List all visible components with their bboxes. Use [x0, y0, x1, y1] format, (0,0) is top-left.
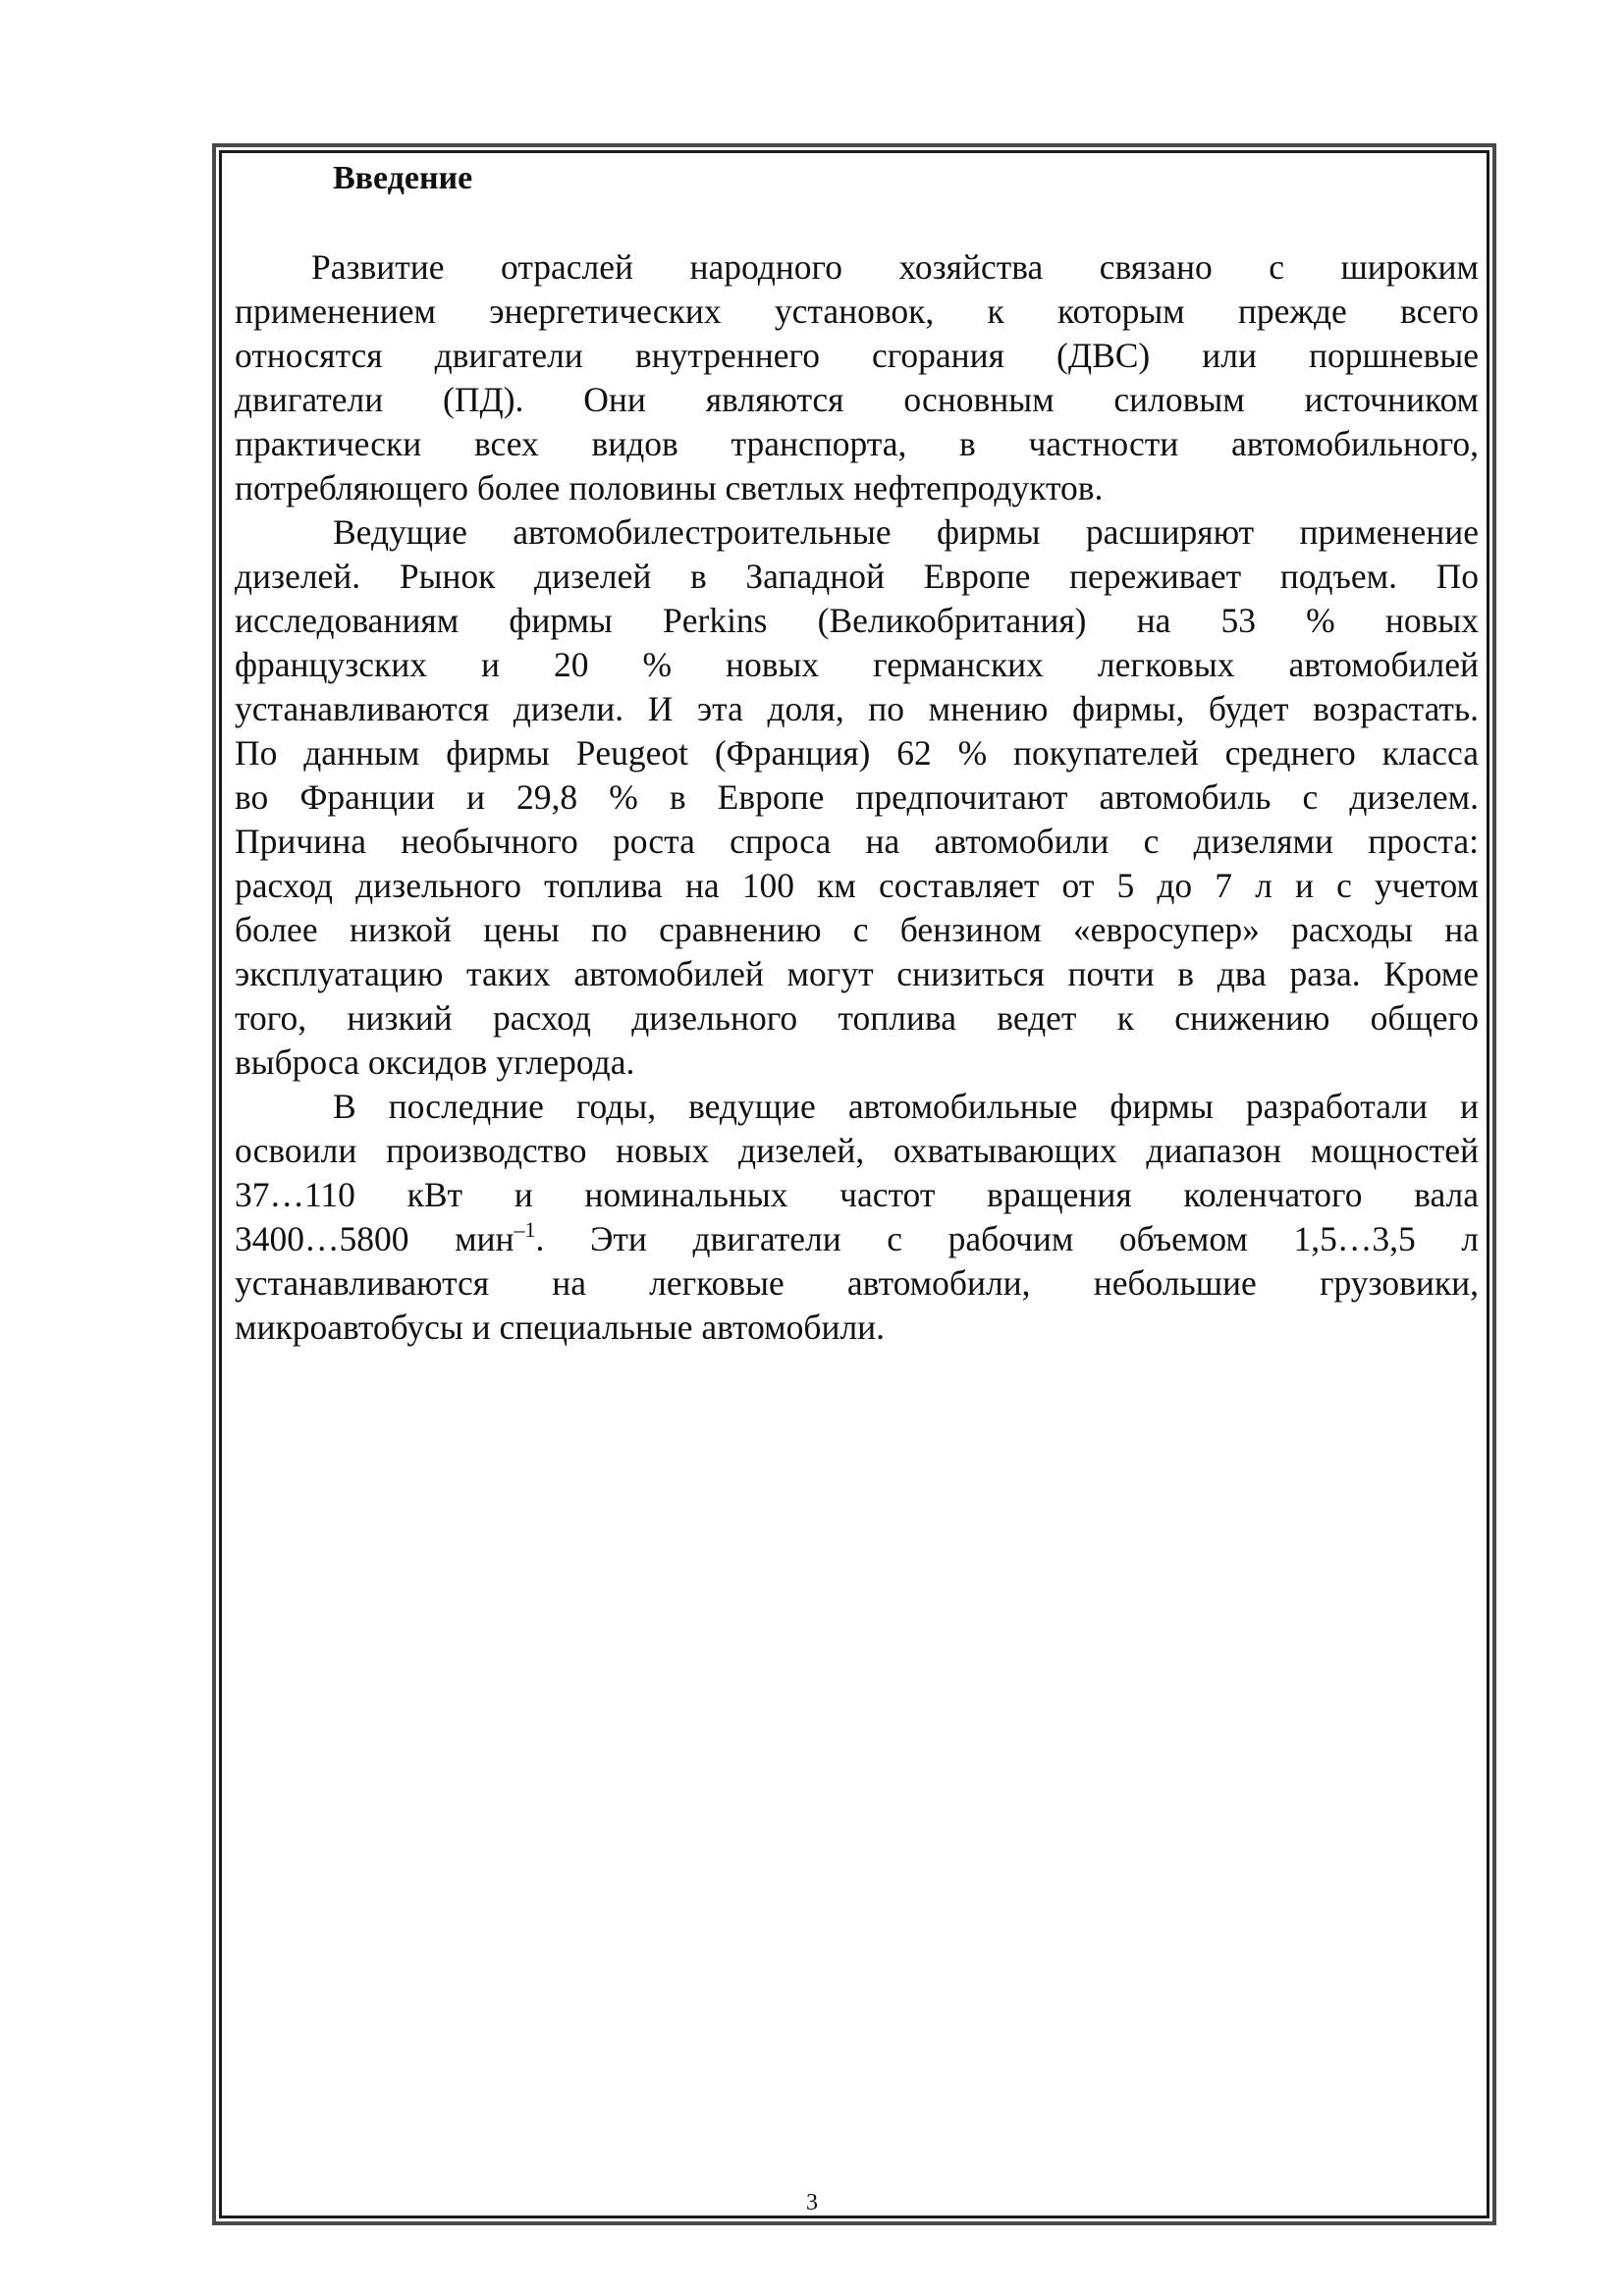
superscript-exponent: –1: [514, 1217, 536, 1242]
text-line: применением энергетических установок, к которым прежде всего: [235, 292, 1479, 331]
text-line: Развитие отраслей народного хозяйства связано с широким: [311, 247, 1479, 287]
text-line: двигатели (ПД). Они являются основным силовым источником: [235, 380, 1479, 419]
text-line: потребляющего более половины светлых нефтепродуктов.: [235, 468, 1104, 507]
text-line: французских и 20 % новых германских легковых автомобилей: [235, 645, 1479, 684]
text-line: эксплуатацию таких автомобилей могут снизиться почти в два раза. Кроме: [235, 954, 1479, 993]
text-line: дизелей. Рынок дизелей в Западной Европе переживает подъем. По: [235, 557, 1479, 596]
text-line: В последние годы, ведущие автомобильные фирмы разработали и: [333, 1087, 1479, 1126]
text-segment: . Эти двигатели с рабочим объемом 1,5…3,5 л: [535, 1219, 1479, 1258]
text-line: освоили производство новых дизелей, охватывающих диапазон мощностей: [235, 1131, 1479, 1170]
document-content: [235, 157, 1479, 1350]
text-line: во Франции и 29,8 % в Европе предпочитают автомобиль с дизелем.: [235, 777, 1479, 817]
text-line: исследованиям фирмы Perkins (Великобритания) на 53 % новых: [235, 601, 1479, 640]
text-segment: 3400…5800 мин: [235, 1219, 514, 1258]
body-text: [235, 245, 1479, 1350]
text-line: более низкой цены по сравнению с бензином «евросупер» расходы на: [235, 910, 1479, 949]
text-line: практически всех видов транспорта, в частности автомобильного,: [235, 424, 1479, 463]
text-line: относятся двигатели внутреннего сгорания (ДВС) или поршневые: [235, 336, 1479, 375]
text-line: выброса оксидов углерода.: [235, 1042, 635, 1082]
section-heading: Введение: [333, 160, 473, 196]
text-line: 37…110 кВт и номинальных частот вращения коленчатого вала: [235, 1175, 1479, 1214]
text-line: По данным фирмы Peugeot (Франция) 62 % покупателей среднего класса: [235, 733, 1479, 773]
page-number: 3: [806, 2190, 818, 2216]
text-line: устанавливаются дизели. И эта доля, по мнению фирмы, будет возрастать.: [235, 689, 1479, 728]
text-line-with-superscript: [235, 1217, 1479, 1261]
text-line: устанавливаются на легковые автомобили, небольшие грузовики,: [235, 1263, 1479, 1303]
text-line: микроавтобусы и специальные автомобили.: [235, 1308, 886, 1347]
text-line: Ведущие автомобилестроительные фирмы расширяют применение: [333, 512, 1479, 552]
text-line: расход дизельного топлива на 100 км составляет от 5 до 7 л и с учетом: [235, 866, 1479, 905]
text-line: Причина необычного роста спроса на автомобили с дизелями проста:: [235, 822, 1479, 861]
text-line: того, низкий расход дизельного топлива ведет к снижению общего: [235, 998, 1479, 1038]
